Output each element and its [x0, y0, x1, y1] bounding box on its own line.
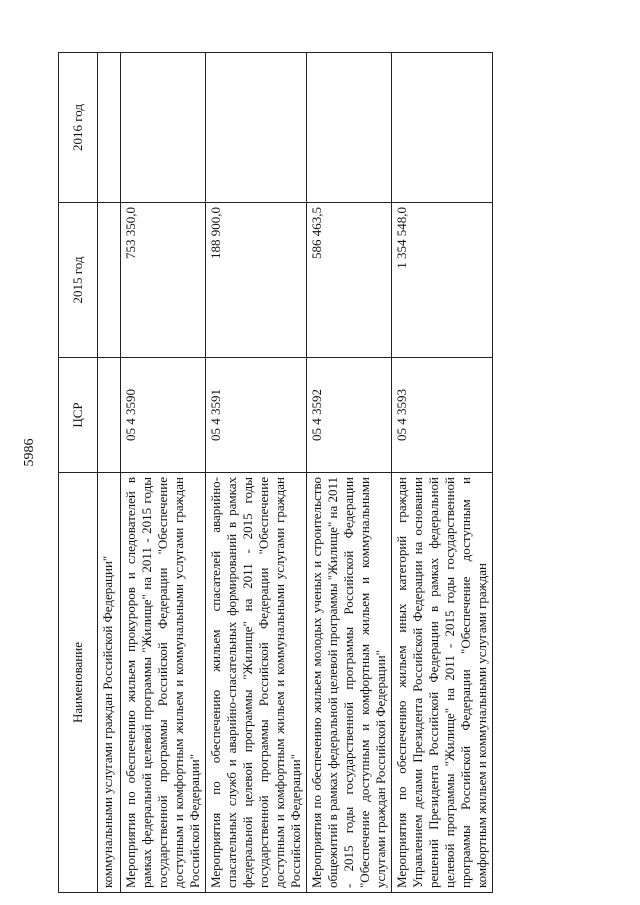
- row-2015: [98, 203, 121, 358]
- page-number: 5986: [22, 438, 37, 467]
- header-csr: ЦСР: [59, 358, 98, 473]
- row-2016: [392, 53, 493, 203]
- row-name: Мероприятия по обеспечению жильем спасателей аварийно-спасательных служб и аварийно-спасательных формирований в рамках федеральной целевой программы "Жилище" на 2011 - 2015 годы государственной программы Российской Федерации "Обеспечение доступным и комфортным жильем и коммунальными услугами граждан Российской Федерации": [206, 473, 307, 893]
- row-2015: 753 350,0: [121, 203, 206, 358]
- row-csr: 05 4 3590: [121, 358, 206, 473]
- row-name: Мероприятия по обеспечению жильем иных категорий граждан Управлением делами Президента Российской Федерации на основании решений Президента Российской Федерации в рамках федеральной целевой программы "Жилище" на 2011 - 2015 годы государственной программы Российской Федерации "Обеспечение доступным и комфортным жильем и коммунальными услугами граждан: [392, 473, 493, 893]
- row-2016: [121, 53, 206, 203]
- row-csr: 05 4 3593: [392, 358, 493, 473]
- row-2015: 188 900,0: [206, 203, 307, 358]
- row-csr: 05 4 3592: [307, 358, 392, 473]
- row-2015: 1 354 548,0: [392, 203, 493, 358]
- row-2016: [98, 53, 121, 203]
- row-csr: 05 4 3591: [206, 358, 307, 473]
- header-2015: 2015 год: [59, 203, 98, 358]
- table-row: [206, 53, 307, 893]
- header-name: Наименование: [59, 473, 98, 893]
- table-header-row: [59, 53, 98, 893]
- table-row: [307, 53, 392, 893]
- row-name: коммунальными услугами граждан Российской Федерации": [98, 473, 121, 893]
- table-row: [121, 53, 206, 893]
- row-csr: [98, 358, 121, 473]
- budget-table: [58, 52, 493, 893]
- row-name: Мероприятия по обеспечению жильем молодых ученых и строительство общежитий в рамках федеральной целевой программы "Жилище" на 2011 - 2015 годы государственной программы Российской Федерации "Обеспечение доступным и комфортным жильем и коммунальными услугами граждан Российской Федерации": [307, 473, 392, 893]
- row-2016: [206, 53, 307, 203]
- header-2016: 2016 год: [59, 53, 98, 203]
- row-2016: [307, 53, 392, 203]
- row-2015: 586 463,5: [307, 203, 392, 358]
- table-row: [392, 53, 493, 893]
- table-row: [98, 53, 121, 893]
- row-name: Мероприятия по обеспечению жильем прокуроров и следователей в рамках федеральной целевой программы "Жилище" на 2011 - 2015 годы государственной программы Российской Федерации "Обеспечение доступным и комфортным жильем и коммунальными услугами граждан Российской Федерации": [121, 473, 206, 893]
